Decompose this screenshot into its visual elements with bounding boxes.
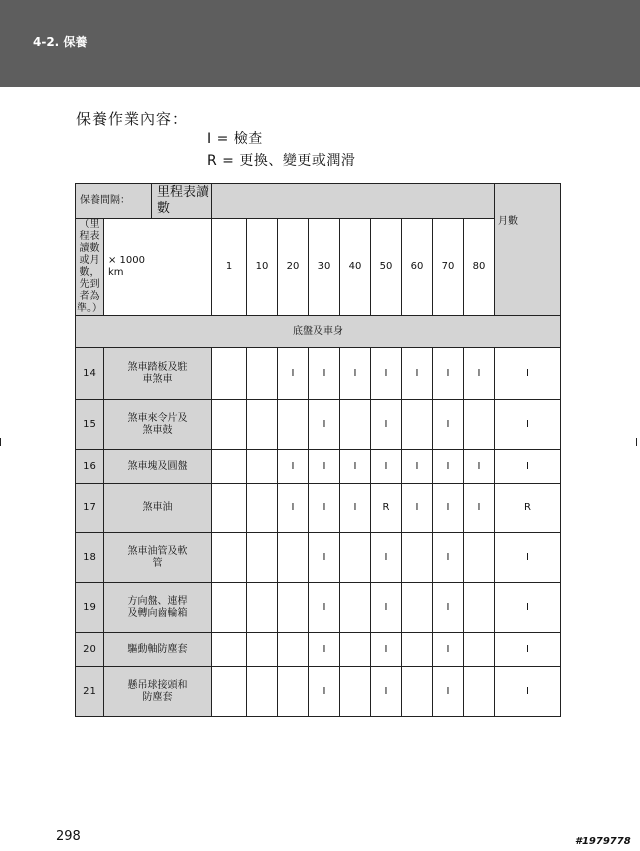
item-name-line: 煞車來令片及 xyxy=(127,412,188,424)
schedule-cell: I xyxy=(464,450,495,484)
table-row xyxy=(76,348,561,400)
schedule-cell: I xyxy=(402,450,433,484)
section-title: 保養作業內容： xyxy=(76,110,189,128)
maintenance-table xyxy=(75,183,561,717)
odometer-span xyxy=(212,184,495,219)
item-name-line: 煞車鼓 xyxy=(142,424,173,436)
item-name xyxy=(104,400,212,450)
unit-blank-cell xyxy=(212,667,247,717)
schedule-cell: I xyxy=(309,633,340,667)
schedule-cell xyxy=(247,484,278,533)
item-name xyxy=(104,533,212,583)
schedule-cell: I xyxy=(309,348,340,400)
unit-blank-cell xyxy=(212,348,247,400)
schedule-cell: I xyxy=(309,400,340,450)
legend-replace: R = 更換、變更或潤滑 xyxy=(207,153,356,169)
mileage-header-40: 40 xyxy=(340,219,371,316)
schedule-cell: I xyxy=(371,400,402,450)
schedule-cell xyxy=(340,533,371,583)
schedule-cell: I xyxy=(495,400,561,450)
schedule-cell: I xyxy=(433,348,464,400)
section-label: 底盤及車身 xyxy=(76,316,561,348)
header-title: 4-2. 保養 xyxy=(33,35,88,49)
schedule-cell xyxy=(247,400,278,450)
unit-blank-cell xyxy=(212,450,247,484)
schedule-cell: I xyxy=(433,484,464,533)
schedule-cell: I xyxy=(495,667,561,717)
item-number: 21 xyxy=(76,667,104,717)
header-row-2 xyxy=(76,219,561,316)
item-name xyxy=(104,667,212,717)
mileage-header-1: 1 xyxy=(212,219,247,316)
schedule-cell: I xyxy=(340,484,371,533)
schedule-cell: I xyxy=(309,450,340,484)
table-row xyxy=(76,533,561,583)
schedule-cell: I xyxy=(433,450,464,484)
table-row xyxy=(76,484,561,533)
item-number: 17 xyxy=(76,484,104,533)
item-name xyxy=(104,484,212,533)
header-row-1 xyxy=(76,184,561,219)
schedule-cell: I xyxy=(433,633,464,667)
item-name xyxy=(104,450,212,484)
schedule-cell: I xyxy=(402,484,433,533)
schedule-cell: I xyxy=(340,450,371,484)
schedule-cell xyxy=(247,533,278,583)
table-row xyxy=(76,400,561,450)
schedule-cell: I xyxy=(495,583,561,633)
item-name-line: 煞車油管及軟 xyxy=(127,545,188,557)
item-number: 14 xyxy=(76,348,104,400)
schedule-cell: I xyxy=(309,484,340,533)
schedule-cell xyxy=(340,667,371,717)
schedule-cell xyxy=(247,450,278,484)
mileage-header-60: 60 xyxy=(402,219,433,316)
schedule-cell: I xyxy=(433,583,464,633)
item-name xyxy=(104,633,212,667)
schedule-cell: I xyxy=(278,348,309,400)
schedule-cell xyxy=(247,633,278,667)
schedule-cell: I xyxy=(495,348,561,400)
mileage-header-10: 10 xyxy=(247,219,278,316)
schedule-cell: I xyxy=(433,400,464,450)
table-row xyxy=(76,667,561,717)
schedule-cell: I xyxy=(340,348,371,400)
page-number: 298 xyxy=(56,829,81,844)
schedule-cell xyxy=(278,400,309,450)
schedule-cell xyxy=(247,667,278,717)
schedule-cell: I xyxy=(495,533,561,583)
note-line-3: 者為準。） xyxy=(77,291,102,314)
mileage-header-30: 30 xyxy=(309,219,340,316)
header-label-cells xyxy=(76,184,212,219)
unit-line-2: km xyxy=(108,267,124,278)
schedule-cell: I xyxy=(464,484,495,533)
schedule-cell: I xyxy=(371,450,402,484)
schedule-cell xyxy=(402,667,433,717)
note-cell xyxy=(76,219,104,316)
legend-inspect: I = 檢查 xyxy=(207,131,263,147)
schedule-cell xyxy=(402,633,433,667)
schedule-cell xyxy=(247,348,278,400)
item-name xyxy=(104,583,212,633)
schedule-cell xyxy=(464,667,495,717)
table-row xyxy=(76,633,561,667)
schedule-cell: I xyxy=(495,450,561,484)
schedule-cell xyxy=(278,583,309,633)
schedule-cell: I xyxy=(495,633,561,667)
odometer-label: 里程表讀數 xyxy=(157,185,210,216)
schedule-cell: I xyxy=(371,348,402,400)
schedule-cell xyxy=(464,583,495,633)
item-name-line: 懸吊球接頭和 xyxy=(127,679,188,691)
item-name-line: 車煞車 xyxy=(142,373,173,385)
schedule-cell xyxy=(340,633,371,667)
table-row xyxy=(76,583,561,633)
months-header: 月數 xyxy=(495,184,561,316)
unit-blank-cell xyxy=(212,583,247,633)
mileage-header-20: 20 xyxy=(278,219,309,316)
item-name-line: 煞車油 xyxy=(142,502,173,513)
table-row xyxy=(76,450,561,484)
schedule-cell: I xyxy=(371,633,402,667)
schedule-cell xyxy=(278,667,309,717)
unit-line-1: × 1000 xyxy=(108,255,146,266)
page-header xyxy=(0,0,640,87)
item-name-line: 煞車踏板及駐 xyxy=(127,361,188,373)
item-number: 15 xyxy=(76,400,104,450)
unit-blank-cell xyxy=(212,533,247,583)
section-row xyxy=(76,316,561,348)
schedule-cell xyxy=(464,533,495,583)
interval-label: 保養間隔： xyxy=(76,184,152,218)
unit-blank-cell xyxy=(212,633,247,667)
item-number: 18 xyxy=(76,533,104,583)
schedule-cell xyxy=(340,583,371,633)
schedule-cell: I xyxy=(278,484,309,533)
item-name-line: 煞車塊及圓盤 xyxy=(127,460,188,472)
mileage-header-70: 70 xyxy=(433,219,464,316)
item-number: 19 xyxy=(76,583,104,633)
schedule-cell: I xyxy=(464,348,495,400)
schedule-cell xyxy=(402,583,433,633)
schedule-cell: I xyxy=(433,533,464,583)
schedule-cell xyxy=(340,400,371,450)
item-number: 16 xyxy=(76,450,104,484)
unit-cell xyxy=(104,219,212,316)
schedule-cell: R xyxy=(371,484,402,533)
item-number: 20 xyxy=(76,633,104,667)
schedule-cell xyxy=(464,633,495,667)
item-name-line: 防塵套 xyxy=(142,691,173,703)
schedule-cell xyxy=(278,633,309,667)
schedule-cell: I xyxy=(309,667,340,717)
schedule-cell xyxy=(278,533,309,583)
schedule-cell: I xyxy=(402,348,433,400)
schedule-cell: I xyxy=(371,667,402,717)
schedule-cell: I xyxy=(433,667,464,717)
unit-blank-cell xyxy=(212,484,247,533)
item-name-line: 方向盤、連桿 xyxy=(127,595,188,607)
schedule-cell xyxy=(247,583,278,633)
note-line-2: 或月數，先到 xyxy=(79,255,100,290)
note-line-1: （里程表讀數 xyxy=(79,219,100,254)
item-name-line: 驅動軸防塵套 xyxy=(127,643,188,655)
item-name xyxy=(104,348,212,400)
schedule-cell xyxy=(464,400,495,450)
item-name-line: 管 xyxy=(152,557,163,569)
mileage-header-80: 80 xyxy=(464,219,495,316)
schedule-cell: I xyxy=(309,583,340,633)
schedule-cell: I xyxy=(278,450,309,484)
schedule-cell xyxy=(402,400,433,450)
unit-blank-cell xyxy=(212,400,247,450)
crop-mark-left xyxy=(0,438,1,446)
schedule-cell: R xyxy=(495,484,561,533)
schedule-cell: I xyxy=(309,533,340,583)
mileage-header-50: 50 xyxy=(371,219,402,316)
schedule-cell: I xyxy=(371,583,402,633)
schedule-cell xyxy=(402,533,433,583)
schedule-cell: I xyxy=(371,533,402,583)
catalog-number: #1979778 xyxy=(575,836,631,847)
crop-mark-right xyxy=(636,438,637,446)
item-name-line: 及轉向齒輪箱 xyxy=(127,607,188,619)
